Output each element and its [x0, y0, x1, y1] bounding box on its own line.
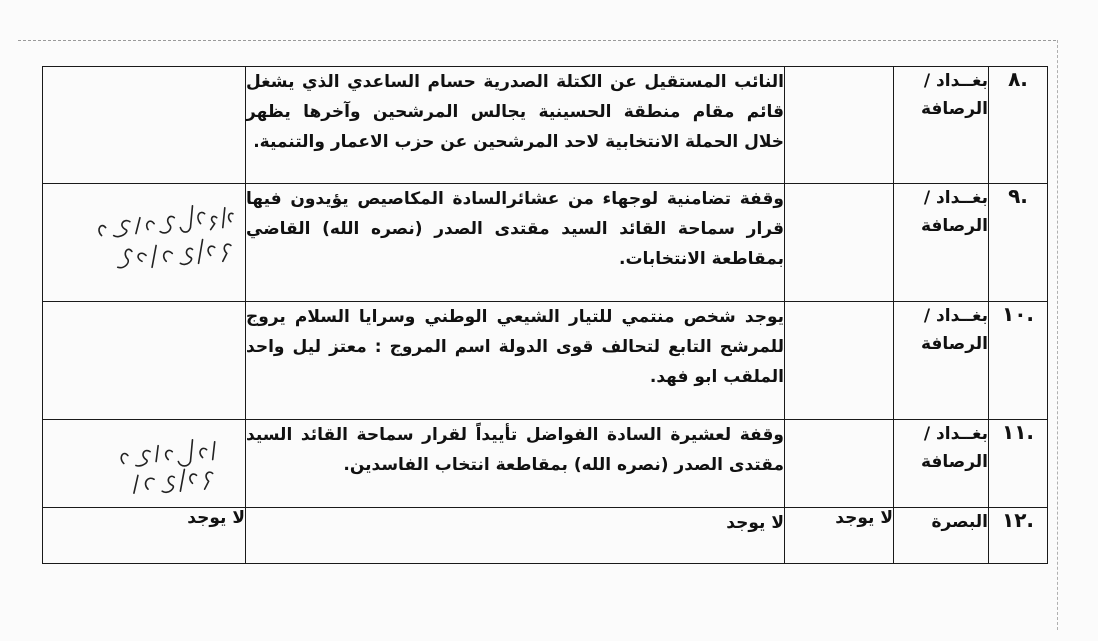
empty-cell [785, 420, 894, 508]
note-cell [43, 184, 246, 302]
empty-cell [785, 184, 894, 302]
page-edge-top [18, 40, 1056, 41]
page-edge-right [1057, 40, 1058, 630]
governorate-label: بغــداد / [923, 306, 988, 326]
district-label: الرصافة [920, 216, 988, 236]
note-cell [43, 302, 246, 420]
governorate-cell [894, 420, 989, 508]
handwritten-note-signature [43, 184, 245, 301]
empty-cell [785, 302, 894, 420]
handwritten-note-signature [43, 420, 245, 507]
note-cell: لا يوجد [43, 508, 246, 564]
governorate-label: البصرة [931, 512, 988, 532]
row-number: .١٠ [989, 302, 1048, 420]
table-row [43, 184, 1048, 302]
table-row [43, 67, 1048, 184]
report-table [42, 66, 1048, 564]
table-row [43, 420, 1048, 508]
description-cell: النائب المستقيل عن الكتلة الصدرية حسام الساعدي الذي يشغل قائم مقام منطقة الحسينية يجالس المرشحين وآخرها يظهر خلال الحملة الانتخابية لاحد المرشحين عن حزب الاعمار والتنمية. [246, 67, 785, 184]
note-cell [43, 67, 246, 184]
governorate-cell [894, 508, 989, 564]
row-number: .٩ [989, 184, 1048, 302]
district-label: الرصافة [920, 334, 988, 354]
governorate-label: بغــداد / [923, 188, 988, 208]
row-number: .١١ [989, 420, 1048, 508]
description-cell: وقفة لعشيرة السادة الفواضل تأييداً لقرار سماحة القائد السيد مقتدى الصدر (نصره الله) بمقاطعة انتخاب الفاسدين. [246, 420, 785, 508]
governorate-cell [894, 302, 989, 420]
table-row [43, 302, 1048, 420]
row-number: .٨ [989, 67, 1048, 184]
description-cell: لا يوجد [246, 508, 785, 564]
governorate-label: بغــداد / [923, 71, 988, 91]
description-cell: وقفة تضامنية لوجهاء من عشائرالسادة المكاصيص يؤيدون فيها قرار سماحة القائد السيد مقتدى الصدر (نصره الله) القاضي بمقاطعة الانتخابات. [246, 184, 785, 302]
value-cell: لا يوجد [785, 508, 894, 564]
table-row [43, 508, 1048, 564]
note-cell [43, 420, 246, 508]
governorate-cell [894, 67, 989, 184]
description-cell: يوجد شخص منتمي للتيار الشيعي الوطني وسرايا السلام يروج للمرشح التابع لتحالف قوى الدولة اسم المروج : معتز ليل واحد الملقب ابو فهد. [246, 302, 785, 420]
district-label: الرصافة [920, 452, 988, 472]
district-label: الرصافة [920, 99, 988, 119]
empty-cell [785, 67, 894, 184]
governorate-label: بغــداد / [923, 424, 988, 444]
row-number: .١٢ [989, 508, 1048, 564]
governorate-cell [894, 184, 989, 302]
